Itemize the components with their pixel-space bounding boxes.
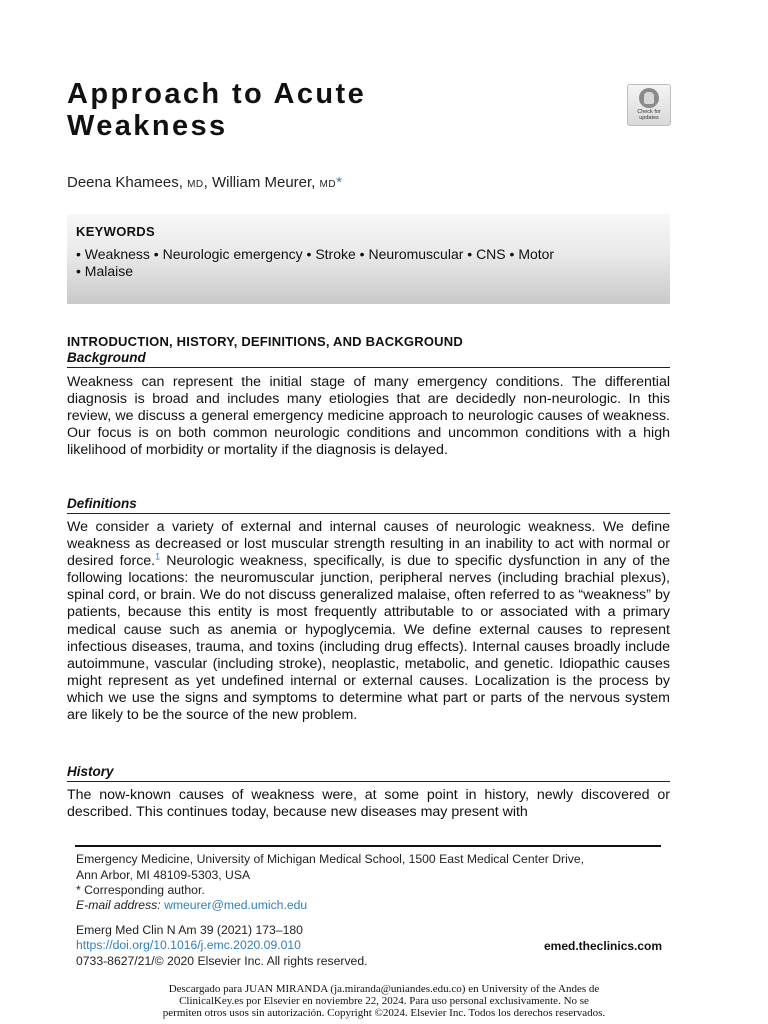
reference-link[interactable]: 1 [155,551,161,562]
author-name: William Meurer, [211,174,316,191]
check-updates-icon [639,88,659,108]
keywords-box [67,214,670,304]
issn-copyright: 0733-8627/21/© 2020 Elsevier Inc. All rights reserved. [76,954,368,968]
author-degree: MD [319,179,337,190]
author-degree: MD [187,179,204,190]
background-paragraph: Weakness can represent the initial stage of many emergency conditions. The differential diagnosis is broad and includes many etiologies that are decidedly non-neurologic. In this review, we discuss a general emergency medicine approach to neurologic causes of weakness. Our focus is on both common neurologic conditions and uncommon conditions with a high likelihood of morbidity or mortality if the diagnosis is delayed. [67,374,670,459]
check-for-updates-badge[interactable] [627,84,671,126]
background-heading: Background [67,350,670,368]
keywords-line: • Weakness • Neurologic emergency • Stroke • Neuromuscular • CNS • Motor [76,246,555,262]
affiliation: Ann Arbor, MI 48109-5303, USA [76,868,251,882]
download-notice-line: permiten otros usos sin autorización. Copyright ©2024. Elsevier Inc. Todos los derechos reservados. [162,1007,606,1019]
citation: Emerg Med Clin N Am 39 (2021) 173–180 [76,923,303,937]
download-notice-line: Descargado para JUAN MIRANDA (ja.miranda@uniandes.edu.co) en University of the Andes de [168,983,600,995]
footnote-divider [75,845,661,847]
history-heading: History [67,764,670,782]
section-heading: INTRODUCTION, HISTORY, DEFINITIONS, AND BACKGROUND [67,334,463,349]
definitions-paragraph: We consider a variety of external and internal causes of neurologic weakness. We define weakness as decreased or lost muscular strength resulting in an inability to act with normal or desired force.$^1$ Neurologic weakness, specifically, is due to specific dysfunction in any of the following locations: the neuromuscular junction, peripheral nerves (including brachial plexus), spinal cord, or brain. We do not discuss generalized malaise, often referred to as “weakness” by patients, because this entity is most frequently attributable to or associated with a primary medical cause such as anemia or hypoglycemia. We define external causes to represent infectious diseases, trauma, and toxins (including drug effects). Internal causes broadly include autoimmune, vascular (including stroke), neoplastic, metabolic, and genetic. Idiopathic causes might represent as yet undefined internal or external causes. Localization is the process by which we use the signs and symptoms to determine what part or parts of the nervous system are likely to be the source of the new problem. [67,519,670,724]
definitions-heading: Definitions [67,496,670,514]
affiliation: Emergency Medicine, University of Michigan Medical School, 1500 East Medical Center Drive, [76,852,585,866]
author-name: Deena Khamees, [67,174,183,191]
keywords-heading: KEYWORDS [76,224,155,239]
corresponding-author-marker[interactable]: * [336,174,342,191]
email-link[interactable]: wmeurer@med.umich.edu [164,898,308,912]
article-title [67,78,487,142]
email-line: E-mail address: wmeurer@med.umich.edu [76,898,308,912]
history-paragraph: The now-known causes of weakness were, at some point in history, newly discovered or described. This continues today, because new diseases may present with [67,787,670,821]
doi-link[interactable]: https://doi.org/10.1016/j.emc.2020.09.010 [76,938,301,952]
author-line: Deena Khamees, MD, William Meurer, MD* [67,174,342,191]
badge-text: Check for updates [637,109,661,121]
title-line-2: Weakness [67,110,228,142]
title-line-1: Approach to Acute [67,78,367,110]
journal-site[interactable]: emed.theclinics.com [544,939,663,953]
corresponding-note: * Corresponding author. [76,883,205,897]
download-notice-line: ClinicalKey.es por Elsevier en noviembre 22, 2024. Para uso personal exclusivamente. No se [179,995,589,1007]
keywords-line: • Malaise [76,263,134,279]
